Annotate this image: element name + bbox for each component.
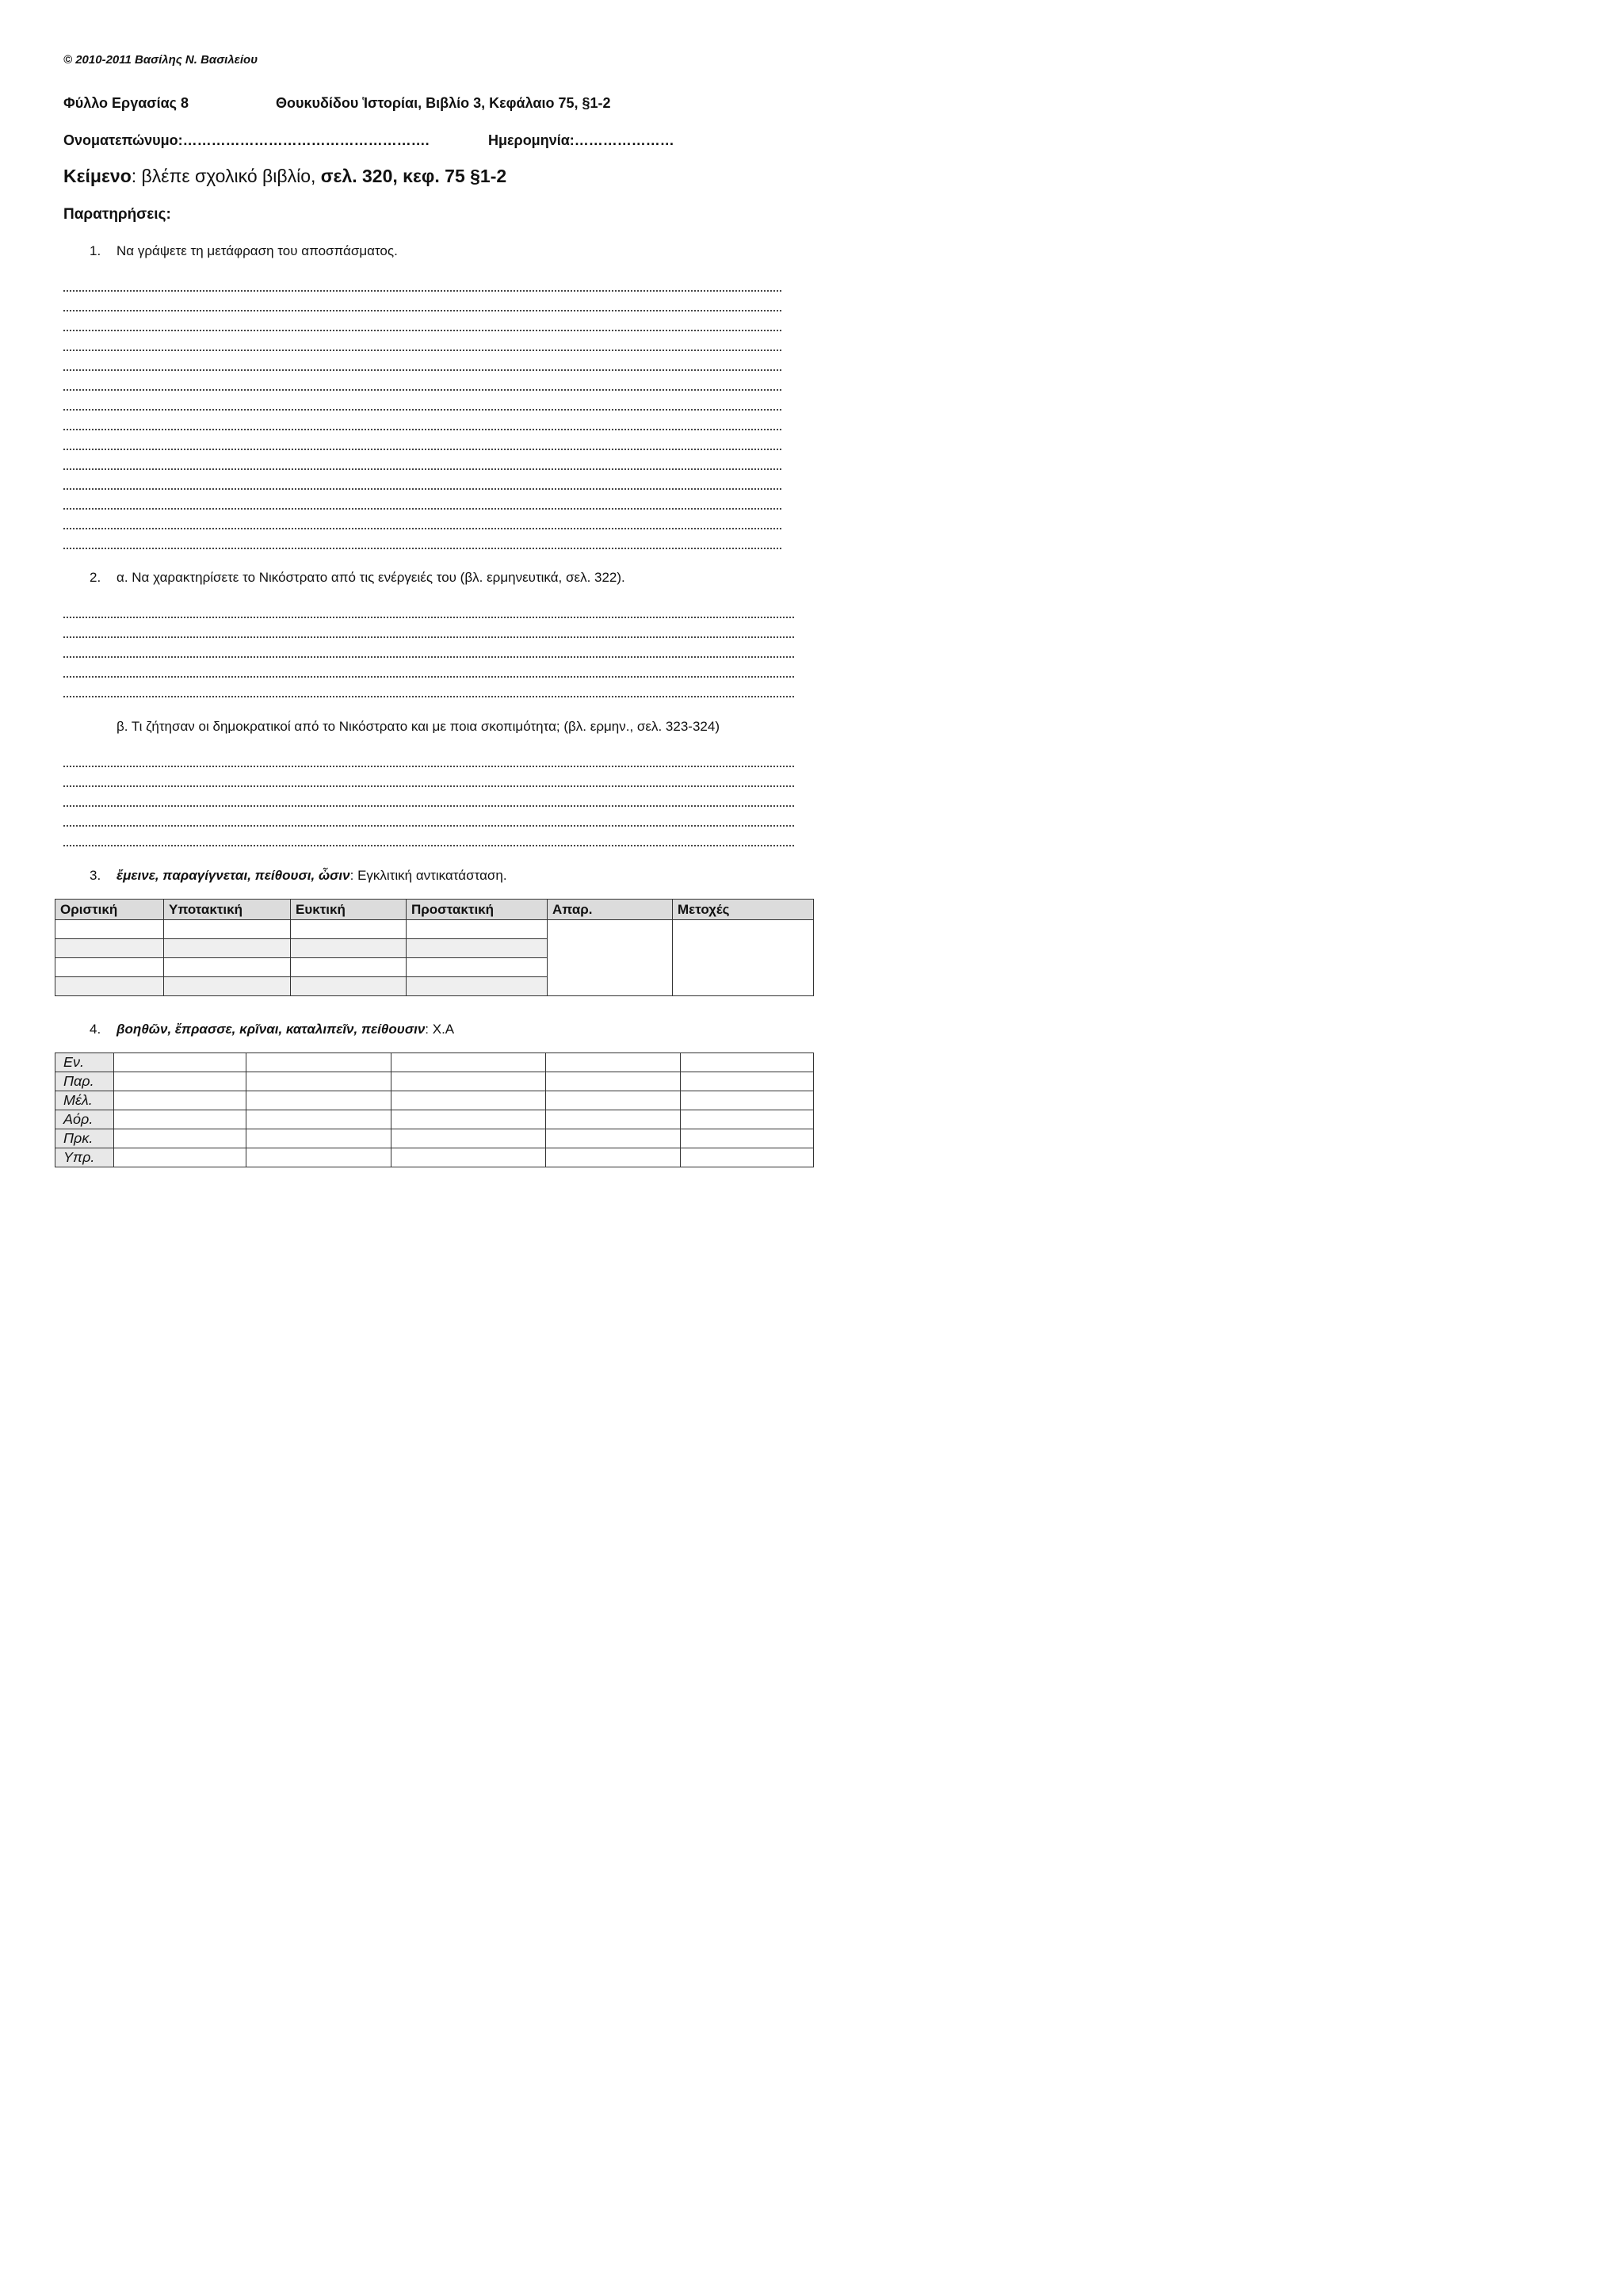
answer-line bbox=[63, 488, 781, 490]
answer-line bbox=[63, 508, 781, 510]
answer-cell-participles[interactable] bbox=[673, 920, 814, 996]
answer-line bbox=[63, 528, 781, 529]
answer-line bbox=[63, 350, 781, 351]
answer-cell[interactable] bbox=[391, 1072, 546, 1091]
text-reference-label: Κείμενο bbox=[63, 166, 132, 186]
text-reference bbox=[63, 166, 506, 187]
answer-cell[interactable] bbox=[246, 1072, 391, 1091]
answer-cell[interactable] bbox=[546, 1053, 681, 1072]
question-2b-text: β. Τι ζήτησαν οι δημοκρατικοί από το Νικόστρατο και με ποια σκοπιμότητα; (βλ. ερμην., σελ. 323-324) bbox=[116, 719, 720, 734]
answer-cell[interactable] bbox=[164, 939, 291, 958]
answer-line bbox=[63, 369, 781, 371]
answer-cell[interactable] bbox=[114, 1148, 246, 1167]
answer-cell[interactable] bbox=[55, 977, 164, 996]
answer-line bbox=[63, 449, 781, 450]
answer-cell[interactable] bbox=[246, 1110, 391, 1129]
answer-cell[interactable] bbox=[407, 939, 548, 958]
answer-cell[interactable] bbox=[546, 1129, 681, 1148]
answer-cell[interactable] bbox=[55, 939, 164, 958]
question-4-instruction: : Χ.Α bbox=[425, 1022, 455, 1037]
source-title: Θουκυδίδου Ἱστορίαι, Βιβλίο 3, Κεφάλαιο 75, §1-2 bbox=[276, 95, 611, 111]
name-field-label: Ονοματεπώνυμο:……………………………………………. bbox=[63, 132, 430, 148]
answer-line bbox=[63, 330, 781, 331]
tense-table-row bbox=[55, 1148, 814, 1167]
answer-line bbox=[63, 290, 781, 292]
answer-cell[interactable] bbox=[681, 1129, 814, 1148]
answer-cell[interactable] bbox=[246, 1148, 391, 1167]
answer-cell[interactable] bbox=[407, 920, 548, 939]
answer-cell[interactable] bbox=[681, 1110, 814, 1129]
answer-line bbox=[63, 766, 794, 767]
question-1-text: Να γράψετε τη μετάφραση του αποσπάσματος. bbox=[116, 243, 398, 258]
header-efktiki: Ευκτική bbox=[291, 900, 407, 920]
mood-table-row bbox=[55, 920, 814, 939]
question-2-text: α. Να χαρακτηρίσετε το Νικόστρατο από τις ενέργειές του (βλ. ερμηνευτικά, σελ. 322). bbox=[116, 570, 625, 585]
answer-cell[interactable] bbox=[546, 1110, 681, 1129]
question-4-text bbox=[116, 1022, 454, 1037]
answer-cell[interactable] bbox=[164, 958, 291, 977]
answer-cell[interactable] bbox=[391, 1091, 546, 1110]
header-metoxes: Μετοχές bbox=[673, 900, 814, 920]
answer-cell[interactable] bbox=[291, 920, 407, 939]
answer-line bbox=[63, 785, 794, 787]
answer-cell[interactable] bbox=[546, 1072, 681, 1091]
tense-table-row bbox=[55, 1129, 814, 1148]
copyright-line: © 2010-2011 Βασίλης Ν. Βασιλείου bbox=[63, 53, 258, 67]
answer-line bbox=[63, 825, 794, 827]
answer-cell[interactable] bbox=[681, 1072, 814, 1091]
answer-line bbox=[63, 676, 794, 678]
answer-cell[interactable] bbox=[114, 1110, 246, 1129]
answer-cell[interactable] bbox=[391, 1053, 546, 1072]
header-oristiki: Οριστική bbox=[55, 900, 164, 920]
tense-table bbox=[55, 1052, 814, 1167]
answer-line bbox=[63, 409, 781, 411]
date-field-label: Ημερομηνία:………………… bbox=[488, 132, 674, 148]
tense-table-row bbox=[55, 1072, 814, 1091]
question-1-number: 1. bbox=[90, 243, 101, 258]
answer-cell[interactable] bbox=[291, 939, 407, 958]
answer-cell[interactable] bbox=[407, 977, 548, 996]
question-3-number: 3. bbox=[90, 868, 101, 883]
text-reference-pages: σελ. 320, κεφ. 75 §1-2 bbox=[320, 166, 507, 186]
header-ypotaktiki: Υποτακτική bbox=[164, 900, 291, 920]
answer-cell[interactable] bbox=[114, 1072, 246, 1091]
answer-cell[interactable] bbox=[246, 1053, 391, 1072]
answer-cell[interactable] bbox=[55, 958, 164, 977]
answer-cell[interactable] bbox=[246, 1129, 391, 1148]
answer-cell[interactable] bbox=[291, 958, 407, 977]
answer-cell[interactable] bbox=[114, 1091, 246, 1110]
header-aparemfato: Απαρ. bbox=[548, 900, 673, 920]
answer-line bbox=[63, 696, 794, 697]
answer-cell[interactable] bbox=[391, 1129, 546, 1148]
header-prostaktiki: Προστακτική bbox=[407, 900, 548, 920]
question-3-text bbox=[116, 868, 507, 884]
answer-line bbox=[63, 656, 794, 658]
answer-cell[interactable] bbox=[681, 1053, 814, 1072]
question-3-words: ἔμεινε, παραγίγνεται, πείθουσι, ὦσιν bbox=[116, 868, 350, 883]
tense-label: Εν. bbox=[55, 1053, 114, 1072]
answer-line bbox=[63, 636, 794, 638]
tense-label: Πρκ. bbox=[55, 1129, 114, 1148]
tense-table-row bbox=[55, 1091, 814, 1110]
tense-table-row bbox=[55, 1053, 814, 1072]
answer-line bbox=[63, 389, 781, 391]
tense-table-row bbox=[55, 1110, 814, 1129]
text-reference-middle: : βλέπε σχολικό βιβλίο, bbox=[131, 166, 321, 186]
notes-title: Παρατηρήσεις: bbox=[63, 206, 171, 223]
answer-cell-infinitive[interactable] bbox=[548, 920, 673, 996]
answer-cell[interactable] bbox=[291, 977, 407, 996]
answer-cell[interactable] bbox=[546, 1091, 681, 1110]
answer-cell[interactable] bbox=[114, 1053, 246, 1072]
answer-cell[interactable] bbox=[55, 920, 164, 939]
question-4-number: 4. bbox=[90, 1022, 101, 1037]
answer-line bbox=[63, 468, 781, 470]
tense-label: Παρ. bbox=[55, 1072, 114, 1091]
answer-line bbox=[63, 548, 781, 549]
answer-line bbox=[63, 429, 781, 430]
question-2-number: 2. bbox=[90, 570, 101, 585]
answer-cell[interactable] bbox=[164, 977, 291, 996]
answer-cell[interactable] bbox=[391, 1110, 546, 1129]
worksheet-title: Φύλλο Εργασίας 8 bbox=[63, 95, 189, 111]
answer-line bbox=[63, 845, 794, 846]
answer-line bbox=[63, 805, 794, 807]
tense-label: Αόρ. bbox=[55, 1110, 114, 1129]
answer-cell[interactable] bbox=[407, 958, 548, 977]
answer-line bbox=[63, 617, 794, 618]
answer-cell[interactable] bbox=[681, 1148, 814, 1167]
answer-cell[interactable] bbox=[391, 1148, 546, 1167]
answer-cell[interactable] bbox=[246, 1091, 391, 1110]
answer-line bbox=[63, 310, 781, 311]
question-3-instruction: : Εγκλιτική αντικατάσταση. bbox=[349, 868, 507, 883]
question-4-words: βοηθῶν, ἔπρασσε, κρῖναι, καταλιπεῖν, πείθουσιν bbox=[116, 1022, 426, 1037]
answer-cell[interactable] bbox=[546, 1148, 681, 1167]
answer-cell[interactable] bbox=[164, 920, 291, 939]
answer-cell[interactable] bbox=[114, 1129, 246, 1148]
mood-table-header bbox=[55, 900, 814, 920]
answer-cell[interactable] bbox=[681, 1091, 814, 1110]
tense-label: Μέλ. bbox=[55, 1091, 114, 1110]
tense-label: Υπρ. bbox=[55, 1148, 114, 1167]
mood-table bbox=[55, 899, 814, 996]
